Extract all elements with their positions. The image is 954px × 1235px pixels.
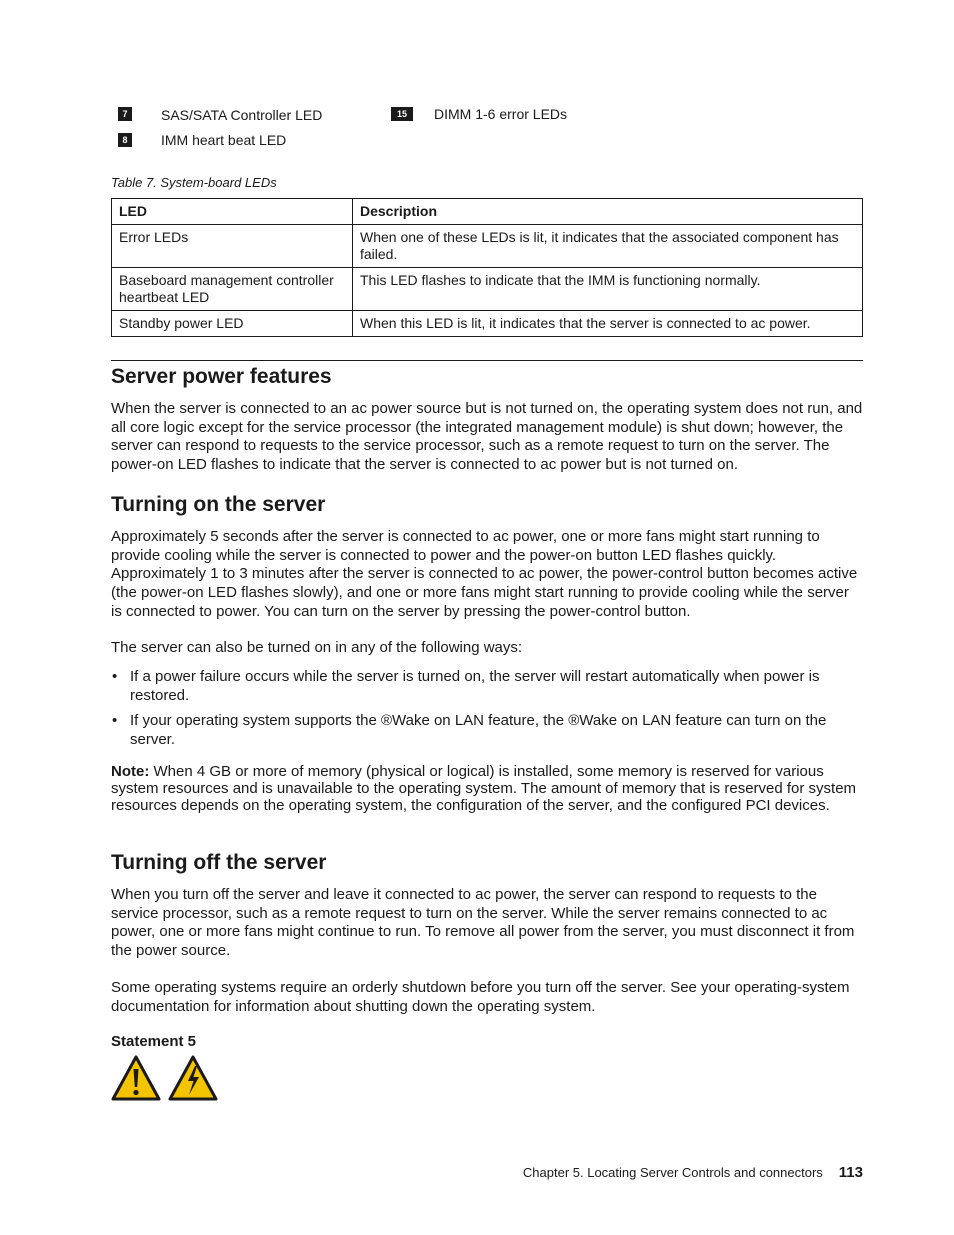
legend-item — [391, 107, 413, 121]
table-cell: Standby power LED — [112, 311, 353, 337]
caution-exclamation-icon — [111, 1055, 161, 1102]
section-heading: Turning on the server — [111, 493, 326, 516]
section-heading: Server power features — [111, 365, 332, 388]
statement-label: Statement 5 — [111, 1033, 197, 1050]
list-item-text: If a power failure occurs while the server is turned on, the server will restart automatically when power is restored. — [130, 668, 820, 704]
table-row — [112, 268, 863, 311]
page-number: 113 — [838, 1164, 863, 1181]
paragraph: When you turn off the server and leave it connected to ac power, the server can respond to requests to the service processor, such as a remote request to turn on the server. While the server remains connected to ac power, one or more fans might continue to run. To remove all power from the server, you must disconnect it from the power source. — [111, 886, 855, 960]
table-row — [112, 311, 863, 337]
column-header: Description — [353, 199, 863, 225]
table-cell: When one of these LEDs is lit, it indicates that the associated component has failed. — [353, 225, 863, 268]
legend-label: DIMM 1-6 error LEDs — [434, 106, 568, 122]
note-label: Note: — [111, 763, 150, 780]
system-board-leds-table — [111, 198, 863, 337]
chapter-title: Chapter 5. Locating Server Controls and connectors — [522, 1165, 823, 1180]
table-header-row — [112, 199, 863, 225]
table-cell: When this LED is lit, it indicates that the server is connected to ac power. — [353, 311, 863, 337]
legend-label: IMM heart beat LED — [161, 132, 287, 148]
hazard-icons — [111, 1055, 218, 1102]
legend-item — [118, 133, 132, 147]
note-text: When 4 GB or more of memory (physical or logical) is installed, some memory is reserved for various system resources and is unavailable to the operating system. The amount of memory that is reserved for system resources depends on the operating system, the configuration of the server, and the configured PCI devices. — [111, 763, 857, 815]
table-cell: Baseboard management controller heartbeat LED — [112, 268, 353, 311]
callout-number: 7 — [118, 107, 132, 121]
list-item-text: If your operating system supports the ®Wake on LAN feature, the ®Wake on LAN feature can turn on the server. — [130, 712, 827, 748]
paragraph: When the server is connected to an ac power source but is not turned on, the operating system does not run, and all core logic except for the service processor (the integrated management module) is shut down; however, the server can respond to requests to the service processor, such as a remote request to turn on the server. The power-on LED flashes to indicate that the server is connected to ac power but is not turned on. — [111, 400, 863, 474]
callout-number: 15 — [391, 107, 413, 121]
page-footer — [523, 1164, 863, 1182]
legend-label: SAS/SATA Controller LED — [161, 107, 323, 123]
paragraph: Approximately 5 seconds after the server is connected to ac power, one or more fans might start running to provide cooling while the server is connected to power and the power-on button LED flashes quickly. Approximately 1 to 3 minutes after the server is connected to ac power, the power-control button becomes active (the power-on LED flashes slowly), and one or more fans might start running to provide cooling while the server is connected to power. You can turn on the server by pressing the power-control button. — [111, 528, 858, 620]
legend-item — [118, 107, 132, 121]
table-cell: Error LEDs — [112, 225, 353, 268]
table-row — [112, 225, 863, 268]
section-heading: Turning off the server — [111, 851, 327, 874]
table-cell: This LED flashes to indicate that the IMM is functioning normally. — [353, 268, 863, 311]
paragraph: The server can also be turned on in any of the following ways: — [111, 639, 523, 656]
section-divider — [111, 360, 863, 361]
paragraph: Some operating systems require an orderly shutdown before you turn off the server. See your operating-system documentation for information about shutting down the operating system. — [111, 979, 850, 1015]
note-paragraph — [111, 763, 863, 815]
callout-number: 8 — [118, 133, 132, 147]
table-caption: Table 7. System-board LEDs — [111, 175, 277, 190]
column-header: LED — [112, 199, 353, 225]
electrical-hazard-icon — [168, 1055, 218, 1102]
